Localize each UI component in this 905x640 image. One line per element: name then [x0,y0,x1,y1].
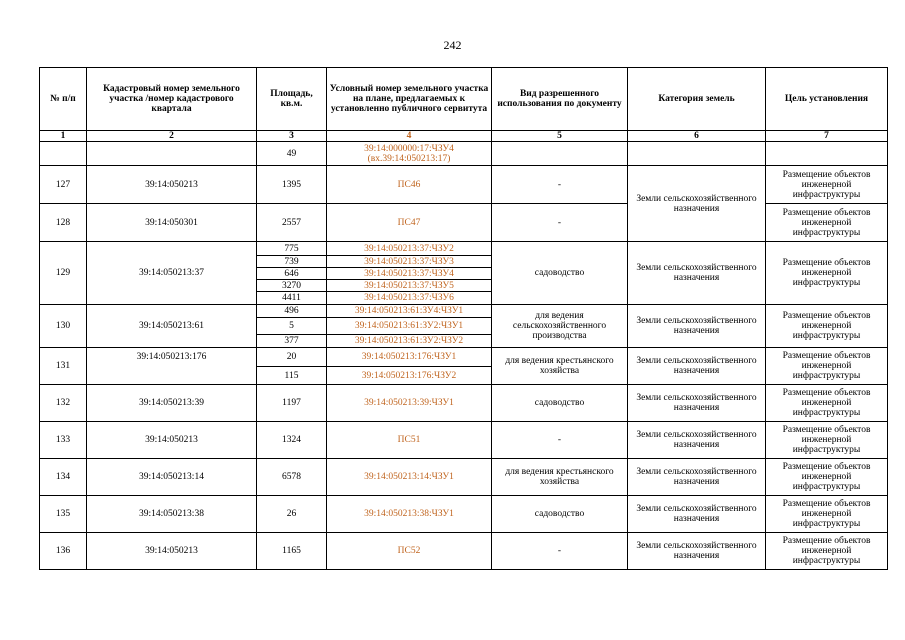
land-category-cell: Земли сельскохозяйственного назначения [628,305,766,348]
area-cell: 1395 [257,166,327,204]
cadastral-cell: 39:14:050213:61 [87,305,257,348]
conditional-number-cell: 39:14:050213:61:ЗУ2:ЧЗУ2 [327,335,492,348]
conditional-number-cell: ПС47 [327,204,492,242]
cadastral-cell: 39:14:050301 [87,204,257,242]
land-category-cell: Земли сельскохозяйственного назначения [628,385,766,422]
table-row [40,385,888,422]
permitted-use-cell: - [492,533,628,570]
area-cell: 3270 [257,280,327,292]
conditional-number-cell: 39:14:050213:176:ЧЗУ1 [327,348,492,367]
row-number: 128 [40,204,87,242]
row-number: 131 [40,348,87,385]
conditional-number-cell: 39:14:050213:37:ЧЗУ2 [327,242,492,256]
conditional-number-cell: ПС51 [327,422,492,459]
land-category-cell: Земли сельскохозяйственного назначения [628,533,766,570]
table-row [40,242,888,256]
purpose-cell: Размещение объектов инженерной инфраструктуры [766,496,888,533]
area-cell: 739 [257,256,327,268]
land-category-cell: Земли сельскохозяйственного назначения [628,422,766,459]
area-cell: 5 [257,318,327,335]
row-number: 136 [40,533,87,570]
row-number: 129 [40,242,87,305]
area-cell: 377 [257,335,327,348]
row-number: 127 [40,166,87,204]
land-category-cell: Земли сельскохозяйственного назначения [628,242,766,305]
conditional-number-cell: 39:14:050213:61:ЗУ2:ЧЗУ1 [327,318,492,335]
page-number: 242 [443,38,462,52]
permitted-use-cell: для ведения сельскохозяйственного производства [492,305,628,348]
header-row [40,68,888,131]
purpose-cell: Размещение объектов инженерной инфраструктуры [766,204,888,242]
cadastral-cell: 39:14:050213:176 [87,348,257,385]
header-cadastral: Кадастровый номер земельного участка /номер кадастрового квартала [87,68,257,131]
land-category-cell: Земли сельскохозяйственного назначения [628,496,766,533]
purpose-cell: Размещение объектов инженерной инфраструктуры [766,166,888,204]
conditional-number-cell: 39:14:050213:37:ЧЗУ4 [327,268,492,280]
row-number: 132 [40,385,87,422]
permitted-use-cell: для ведения крестьянского хозяйства [492,348,628,385]
cadastral-cell: 39:14:050213 [87,422,257,459]
header-area: Площадь, кв.м. [257,68,327,131]
conditional-number-cell: 39:14:050213:14:ЧЗУ1 [327,459,492,496]
row-number: 134 [40,459,87,496]
table-row [40,305,888,318]
area-cell: 20 [257,348,327,367]
conditional-number-cell: 39:14:050213:37:ЧЗУ6 [327,292,492,305]
cadastral-cell: 39:14:050213:14 [87,459,257,496]
col-num: 4 [327,131,492,142]
area-cell: 1324 [257,422,327,459]
table-row [40,459,888,496]
header-land-category: Категория земель [628,68,766,131]
cadastral-cell: 39:14:050213 [87,166,257,204]
purpose-cell: Размещение объектов инженерной инфраструктуры [766,422,888,459]
area-cell: 1165 [257,533,327,570]
header-permitted-use: Вид разрешенного использования по документу [492,68,628,131]
row-number: 135 [40,496,87,533]
conditional-number-cell: ПС46 [327,166,492,204]
area-cell: 496 [257,305,327,318]
area-cell: 1197 [257,385,327,422]
permitted-use-cell: - [492,422,628,459]
conditional-number-cell: 39:14:050213:176:ЧЗУ2 [327,367,492,385]
area-cell: 49 [257,142,327,166]
area-cell: 26 [257,496,327,533]
col-num: 2 [87,131,257,142]
conditional-number-cell: 39:14:050213:39:ЧЗУ1 [327,385,492,422]
cadastral-cell: 39:14:050213 [87,533,257,570]
table-row [40,142,888,166]
land-category-cell: Земли сельскохозяйственного назначения [628,348,766,385]
area-cell: 6578 [257,459,327,496]
purpose-cell: Размещение объектов инженерной инфраструктуры [766,348,888,385]
land-category-cell: Земли сельскохозяйственного назначения [628,166,766,242]
area-cell: 2557 [257,204,327,242]
table-row [40,348,888,367]
permitted-use-cell: для ведения крестьянского хозяйства [492,459,628,496]
easement-table [39,67,888,570]
permitted-use-cell: садоводство [492,242,628,305]
col-num: 6 [628,131,766,142]
conditional-number-cell: 39:14:050213:37:ЧЗУ5 [327,280,492,292]
permitted-use-cell: - [492,204,628,242]
cadastral-cell: 39:14:050213:37 [87,242,257,305]
permitted-use-cell: садоводство [492,385,628,422]
conditional-number-cell: ПС52 [327,533,492,570]
purpose-cell: Размещение объектов инженерной инфраструктуры [766,533,888,570]
land-category-cell: Земли сельскохозяйственного назначения [628,459,766,496]
col-num: 3 [257,131,327,142]
table-row [40,533,888,570]
col-num: 5 [492,131,628,142]
conditional-number-cell: 39:14:050213:38:ЧЗУ1 [327,496,492,533]
purpose-cell: Размещение объектов инженерной инфраструктуры [766,385,888,422]
table-row [40,166,888,204]
area-cell: 646 [257,268,327,280]
col-num: 1 [40,131,87,142]
conditional-number-cell: 39:14:000000:17:ЧЗУ4 (вх.39:14:050213:17) [327,142,492,166]
table-row [40,496,888,533]
cadastral-cell: 39:14:050213:38 [87,496,257,533]
header-conditional-number: Условный номер земельного участка на плане, предлагаемых к установленно публичного сервитута [327,68,492,131]
header-number: № п/п [40,68,87,131]
header-purpose: Цель установления [766,68,888,131]
permitted-use-cell: - [492,166,628,204]
table-row [40,422,888,459]
purpose-cell: Размещение объектов инженерной инфраструктуры [766,459,888,496]
permitted-use-cell: садоводство [492,496,628,533]
area-cell: 775 [257,242,327,256]
area-cell: 4411 [257,292,327,305]
column-number-row [40,131,888,142]
row-number: 133 [40,422,87,459]
cadastral-cell: 39:14:050213:39 [87,385,257,422]
area-cell: 115 [257,367,327,385]
conditional-number-cell: 39:14:050213:37:ЧЗУ3 [327,256,492,268]
purpose-cell: Размещение объектов инженерной инфраструктуры [766,305,888,348]
purpose-cell: Размещение объектов инженерной инфраструктуры [766,242,888,305]
conditional-number-cell: 39:14:050213:61:ЗУ4:ЧЗУ1 [327,305,492,318]
row-number: 130 [40,305,87,348]
col-num: 7 [766,131,888,142]
